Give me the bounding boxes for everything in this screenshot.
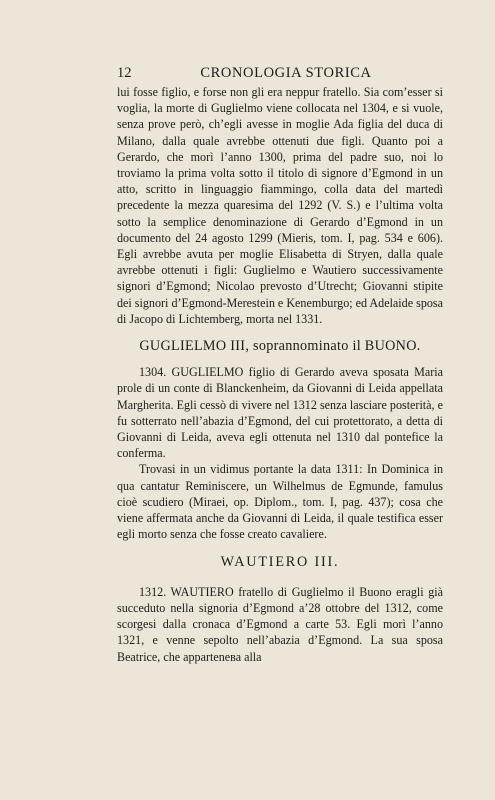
paragraph-wautiero: 1312. WAUTIERO fratello di Guglielmo il Buono eragli già succeduto nella signoria d’Egmond a’28 ottobre del 1312, come scorgesi dalla cronaca d’Egmond a carte 53. Egli morì l’anno 1321, e venne sepolto nell’abazia d’Egmond. La sua sposa Beatrice, che appartenева alla — [117, 584, 443, 664]
running-title: CRONOLOGIA STORICA — [200, 65, 372, 81]
page-body — [117, 84, 443, 665]
paragraph-gerardo: lui fosse figlio, e forse non gli era neppur fratello. Sia com’esser si voglia, la morte di Guglielmo viene collocata nel 1304, e si vuole, senza prove però, ch’egli avesse in moglie Ada figlia del duca di Milano, dalla quale avrebbe ottenuti due figli. Quanto poi a Gerardo, che morì l’anno 1300, prima del padre suo, noi lo troviamo la prima volta sotto il titolo di signore d’Egmond in un atto, scritto in linguaggio fiammingo, colla data del martedì precedente la mezza quaresima del 1292 (V. S.) e l’ultima volta sotto la semplice denominazione di Gerardo d’Egmond in un documento del 24 agosto 1299 (Mieris, tom. I, pag. 534 e 606). Egli avrebbe avuta per moglie Elisabetta di Stryen, dalla quale avrebbe ottenuti i figli: Guglielmo e Wautiero successivamente signori d’Egmond; Nicolao prevosto d’Utrecht; Giovanni stipite dei signori d’Egmond-Merestein e Kenemburgo; ed Adelaide sposa di Jacopo di Lichtemberg, morta nel 1331. — [117, 85, 443, 326]
paragraph-guglielmo: 1304. GUGLIELMO figlio di Gerardo aveva sposata Maria prole di un conte di Blanckenheim, da Giovanni di Leida appellata Margherita. Egli cessò di vivere nel 1312 senza lasciare posterità, e fu sotterrato nell’abazia d’Egmond, del cui protettorato, a detta di Giovanni di Leida, aveva egli ottenuta nel 1310 dal pontefice la conferma. — [117, 365, 443, 461]
paragraph-vidimus: Trovasi in un vidimus portante la data 1311: In Dominica in qua cantatur Reminiscere, un Wilhelmus de Egmunde, famulus cioè scudiero (Miraei, op. Diplom., tom. I, pag. 437); cosa che viene affermata anche da Giovanni di Leida, il quale testifica esser egli morto senza che fosse creato cavaliere. — [117, 462, 443, 542]
page-number: 12 — [117, 65, 132, 81]
section-heading-wautiero-iii: WAUTIERO III. — [220, 554, 340, 571]
section-heading-guglielmo-iii: GUGLIELMO III, soprannominato il BUONO. — [139, 338, 421, 355]
